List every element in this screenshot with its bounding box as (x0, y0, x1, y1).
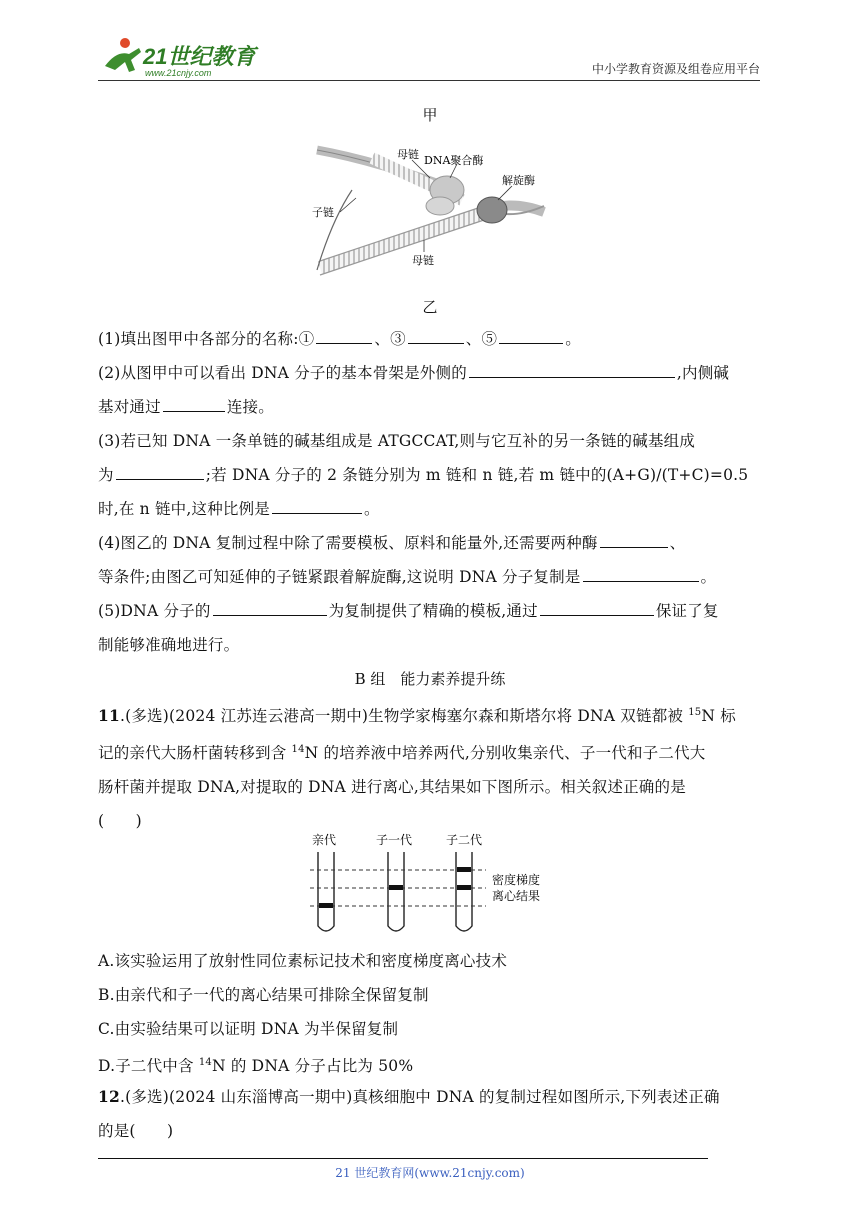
tube-label-parent: 亲代 (312, 833, 337, 847)
answer-blank[interactable] (583, 565, 699, 582)
band-f2-light (457, 867, 471, 872)
option-a[interactable]: A.该实验运用了放射性同位素标记技术和密度梯度离心技术 (98, 952, 508, 970)
footer-divider (98, 1158, 708, 1159)
question-3: (3)若已知 DNA 一条单链的碱基组成是 ATGCCAT,则与它互补的另一条链的碱基组成 (98, 432, 696, 450)
question-5: (5)DNA 分子的 为复制提供了精确的模板,通过 保证了复 (98, 594, 763, 628)
answer-blank[interactable] (116, 463, 204, 480)
question-5-cont: 制能够准确地进行。 (98, 636, 240, 654)
side-label-2: 离心结果 (492, 889, 541, 903)
question-11: 11.(多选)(2024 江苏连云港高一期中)生物学家梅塞尔森和斯塔尔将 DNA 双链都被 $^{15}$N 标 记的亲代大肠杆菌转移到含 $^{14}$N 的培养液中培养两代,分别收集亲代、子一代和子二代大 肠杆菌并提取 DNA,对提取的 DNA 进行离心,其结果如下图所示。相关叙述正确的是 ( ) (98, 706, 736, 831)
section-b-title: B 组 能力素养提升练 (354, 670, 506, 688)
question-2: (2)从图甲中可以看出 DNA 分子的基本骨架是外侧的 ,内侧碱 (98, 356, 763, 390)
question-4: (4)图乙的 DNA 复制过程中除了需要模板、原料和能量外,还需要两种酶 、 (98, 526, 763, 560)
answer-blank[interactable] (213, 599, 327, 616)
figure-yi-caption: 乙 (422, 298, 438, 316)
label-mother-bottom: 母链 (412, 254, 434, 267)
band-parent (319, 903, 333, 908)
header-divider (98, 80, 760, 81)
answer-blank[interactable] (469, 361, 675, 378)
answer-blank[interactable] (540, 599, 654, 616)
label-polymerase: DNA聚合酶 (424, 154, 484, 167)
side-label-1: 密度梯度 (492, 873, 541, 887)
q11-options (98, 944, 763, 1083)
question-12: 12.(多选)(2024 山东淄博高一期中)真核细胞中 DNA 的复制过程如图所示,下列表述正确 的是( ) (98, 1087, 720, 1140)
band-f2-mid (457, 885, 471, 890)
figure-jia-caption: 甲 (422, 106, 438, 124)
question-3-cont: 为 ;若 DNA 分子的 2 条链分别为 m 链和 n 链,若 m 链中的(A+G)/(T+C)=0.5 (98, 458, 763, 492)
band-f1 (389, 885, 403, 890)
answer-blank[interactable] (600, 531, 668, 548)
option-d[interactable]: D.子二代中含 $^{14}$N 的 DNA 分子占比为 50% (98, 1057, 414, 1076)
question-block (98, 322, 763, 662)
logo-url: www.21cnjy.com (145, 68, 212, 78)
answer-blank[interactable] (272, 497, 362, 514)
figure-yi-replication (312, 140, 548, 280)
option-b[interactable]: B.由亲代和子一代的离心结果可排除全保留复制 (98, 986, 429, 1004)
answer-blank[interactable] (316, 327, 372, 344)
label-helicase: 解旋酶 (502, 174, 535, 187)
header-platform-text: 中小学教育资源及组卷应用平台 (591, 62, 760, 76)
option-c[interactable]: C.由实验结果可以证明 DNA 为半保留复制 (98, 1020, 399, 1038)
answer-blank[interactable] (408, 327, 464, 344)
question-2-cont: 基对通过 连接。 (98, 390, 763, 424)
answer-blank[interactable] (163, 395, 225, 412)
runner-icon (105, 38, 141, 72)
figure-centrifuge (310, 830, 560, 938)
tube-label-f2: 子二代 (446, 833, 483, 847)
tube-label-f1: 子一代 (376, 833, 413, 847)
footer-text[interactable]: 21 世纪教育网(www.21cnjy.com) (335, 1166, 525, 1180)
question-1: (1)填出图甲中各部分的名称:① 、③ 、⑤ 。 (98, 322, 763, 356)
answer-blank[interactable] (499, 327, 563, 344)
label-mother-top: 母链 (397, 148, 419, 161)
logo-text: 21世纪教育 (143, 44, 256, 69)
label-daughter: 子链 (312, 206, 334, 219)
question-3-cont2: 时,在 n 链中,这种比例是 。 (98, 492, 763, 526)
site-logo (95, 36, 265, 80)
question-4-cont: 等条件;由图乙可知延伸的子链紧跟着解旋酶,这说明 DNA 分子复制是 。 (98, 560, 763, 594)
